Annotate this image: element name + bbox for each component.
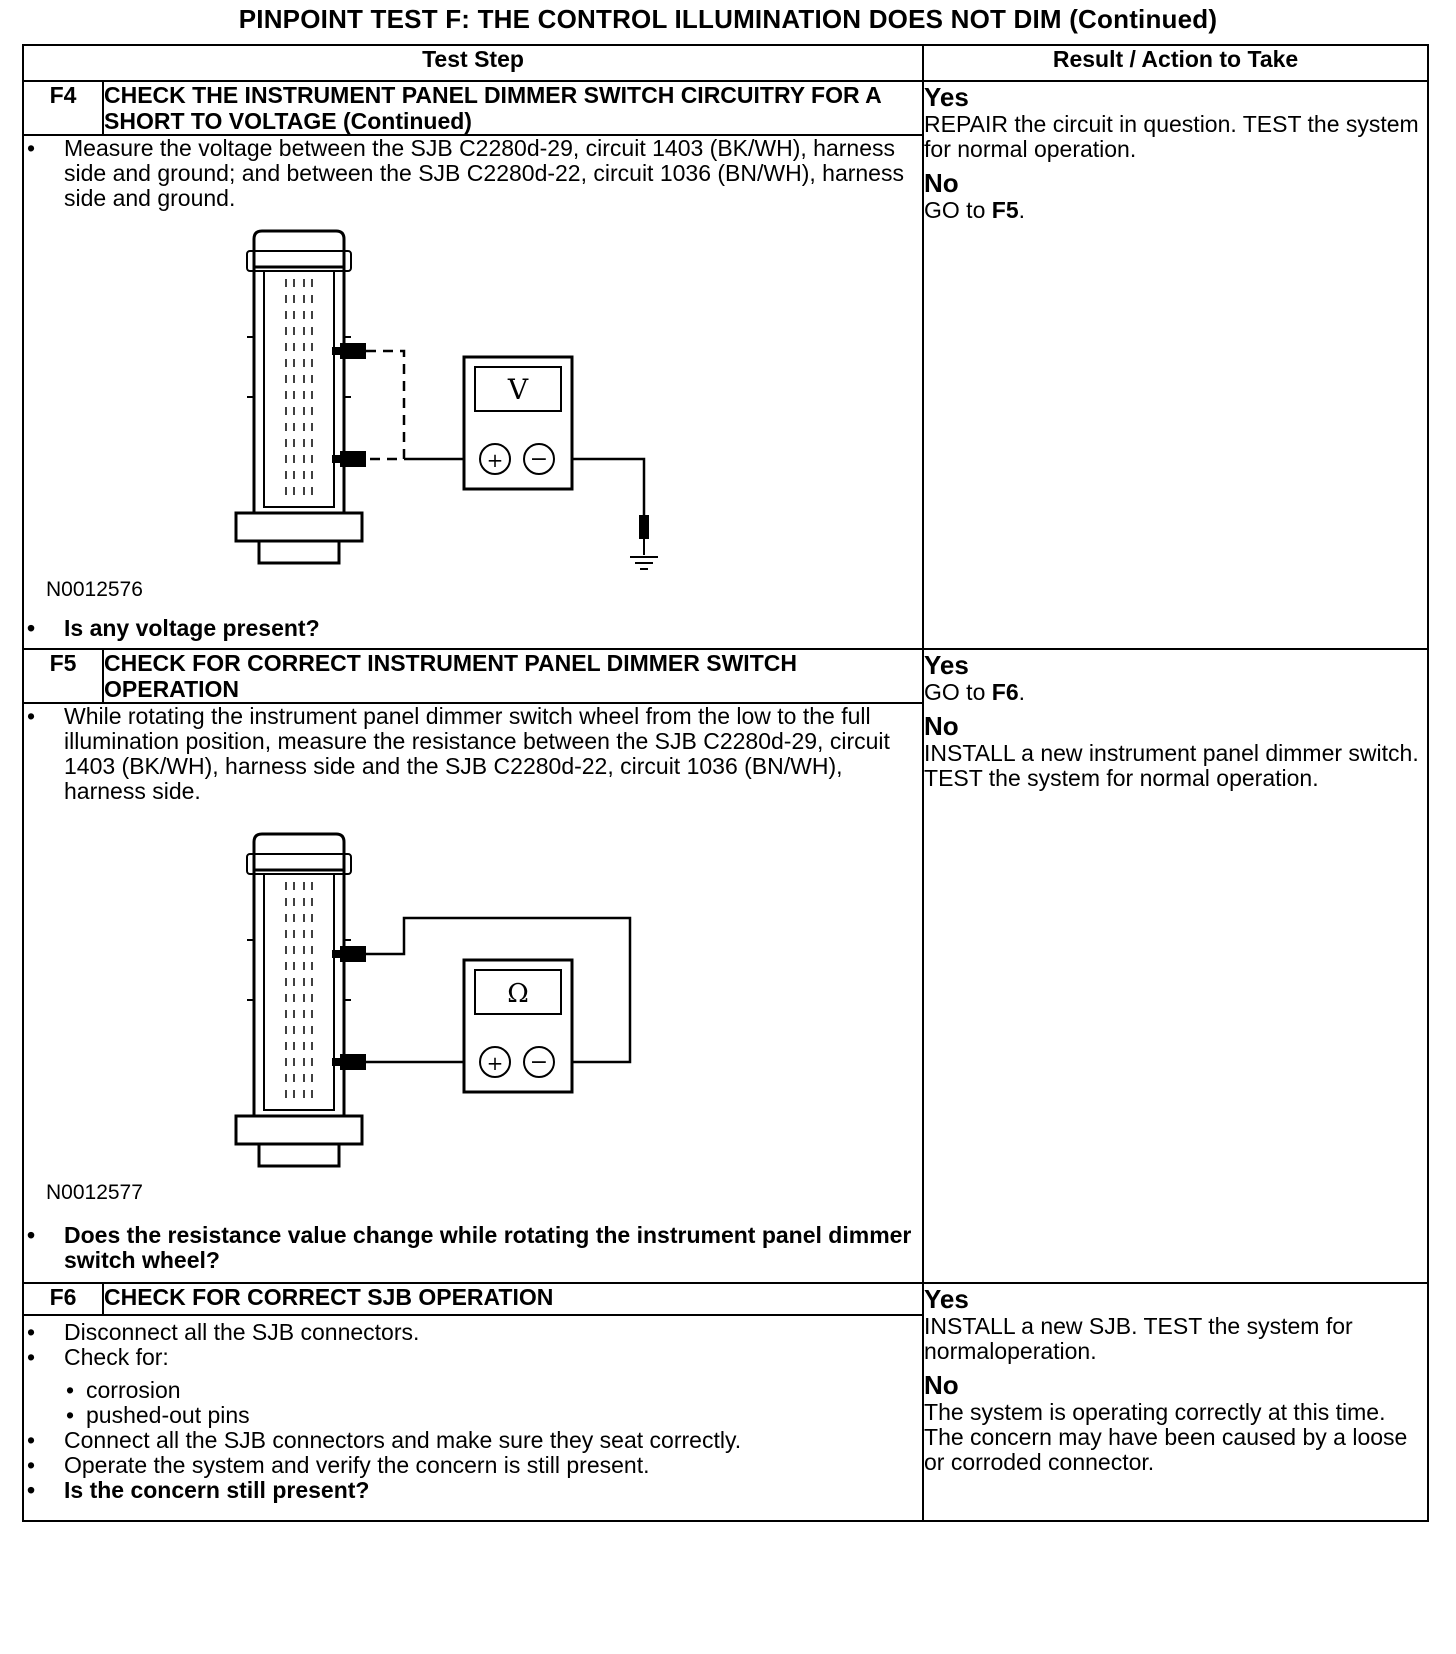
svg-text:−: − [529, 447, 549, 472]
step-f4-body [23, 135, 923, 649]
step-f4-result [923, 81, 1428, 649]
check-list [64, 1378, 922, 1428]
ground-probe [639, 515, 649, 555]
step-title: CHECK THE INSTRUMENT PANEL DIMMER SWITCH CIRCUITRY FOR A SHORT TO VOLTAGE (Continued) [103, 81, 923, 135]
step-id: F5 [23, 649, 103, 703]
voltmeter [464, 357, 572, 489]
yes-label: Yes [924, 82, 969, 112]
probe-lower [332, 1054, 366, 1070]
step-f6-body [23, 1315, 923, 1521]
step-f4-title-row [23, 81, 1428, 135]
yes-action: GO to F6. [924, 679, 1025, 705]
header-test-step: Test Step [23, 45, 923, 81]
connector-drawing [236, 231, 362, 563]
instruction-bullet: • While rotating the instrument panel dimmer switch wheel from the low to the full illumination position, measure the resistance between the SJB C2280d-29, circuit 1403 (BK/WH), harness side and the SJB C2280d-22, circuit 1036 (BN/WH), harness side. [24, 704, 922, 804]
connector-drawing [236, 834, 362, 1166]
question-bullet: • Does the resistance value change while rotating the instrument panel dimmer switch wheel? [24, 1223, 922, 1273]
no-action: The system is operating correctly at this time. The concern may have been caused by a loose or corroded connector. [924, 1399, 1408, 1475]
page-title: PINPOINT TEST F: THE CONTROL ILLUMINATION DOES NOT DIM (Continued) [238, 4, 1218, 34]
step-f6-title-row [23, 1283, 1428, 1315]
voltmeter-diagram [104, 227, 664, 575]
probe-upper [332, 946, 366, 962]
check-item: • corrosion [64, 1378, 922, 1403]
svg-text:+: + [486, 448, 504, 472]
no-action: INSTALL a new instrument panel dimmer switch. TEST the system for normal operation. [924, 740, 1419, 791]
yes-action: INSTALL a new SJB. TEST the system for normaloperation. [924, 1313, 1353, 1364]
question-bullet: • Is the concern still present? [24, 1478, 922, 1503]
table-header-row [23, 45, 1428, 81]
step-f6-result [923, 1283, 1428, 1521]
no-label: No [924, 711, 959, 741]
no-label: No [924, 168, 959, 198]
yes-label: Yes [924, 650, 969, 680]
meter-symbol: Ω [507, 979, 529, 1009]
question-bullet: • Is any voltage present? [24, 616, 922, 641]
svg-text:+: + [486, 1051, 504, 1075]
ohmmeter [464, 960, 572, 1092]
ohmmeter-diagram [104, 830, 664, 1178]
instruction-bullet: • Check for: • corrosion • pushed-out pins [24, 1345, 922, 1428]
instruction-bullet: • Connect all the SJB connectors and make sure they seat correctly. [24, 1428, 922, 1453]
pinpoint-test-table [22, 44, 1429, 1522]
step-title: CHECK FOR CORRECT INSTRUMENT PANEL DIMMER SWITCH OPERATION [103, 649, 923, 703]
probe-upper [332, 343, 366, 359]
yes-label: Yes [924, 1284, 969, 1314]
svg-text:−: − [529, 1050, 549, 1075]
step-f5-title-row [23, 649, 1428, 703]
step-f5-result [923, 649, 1428, 1283]
no-label: No [924, 1370, 959, 1400]
step-f5-body [23, 703, 923, 1283]
figure-id: N0012576 [46, 578, 143, 601]
step-title: CHECK FOR CORRECT SJB OPERATION [103, 1283, 923, 1315]
check-item: • pushed-out pins [64, 1403, 922, 1428]
meter-symbol: V [507, 373, 529, 406]
probe-lower [332, 451, 366, 467]
figure-id: N0012577 [46, 1181, 143, 1204]
instruction-bullet: • Operate the system and verify the concern is still present. [24, 1453, 922, 1478]
ground-icon [630, 557, 658, 569]
yes-action: REPAIR the circuit in question. TEST the system for normal operation. [924, 111, 1419, 162]
step-id: F4 [23, 81, 103, 135]
step-id: F6 [23, 1283, 103, 1315]
header-result: Result / Action to Take [923, 45, 1428, 81]
no-action: GO to F5. [924, 197, 1025, 223]
instruction-bullet: • Disconnect all the SJB connectors. [24, 1320, 922, 1345]
instruction-bullet: • Measure the voltage between the SJB C2280d-29, circuit 1403 (BK/WH), harness side and ground; and between the SJB C2280d-22, circuit 1036 (BN/WH), harness side and ground. [24, 136, 922, 211]
